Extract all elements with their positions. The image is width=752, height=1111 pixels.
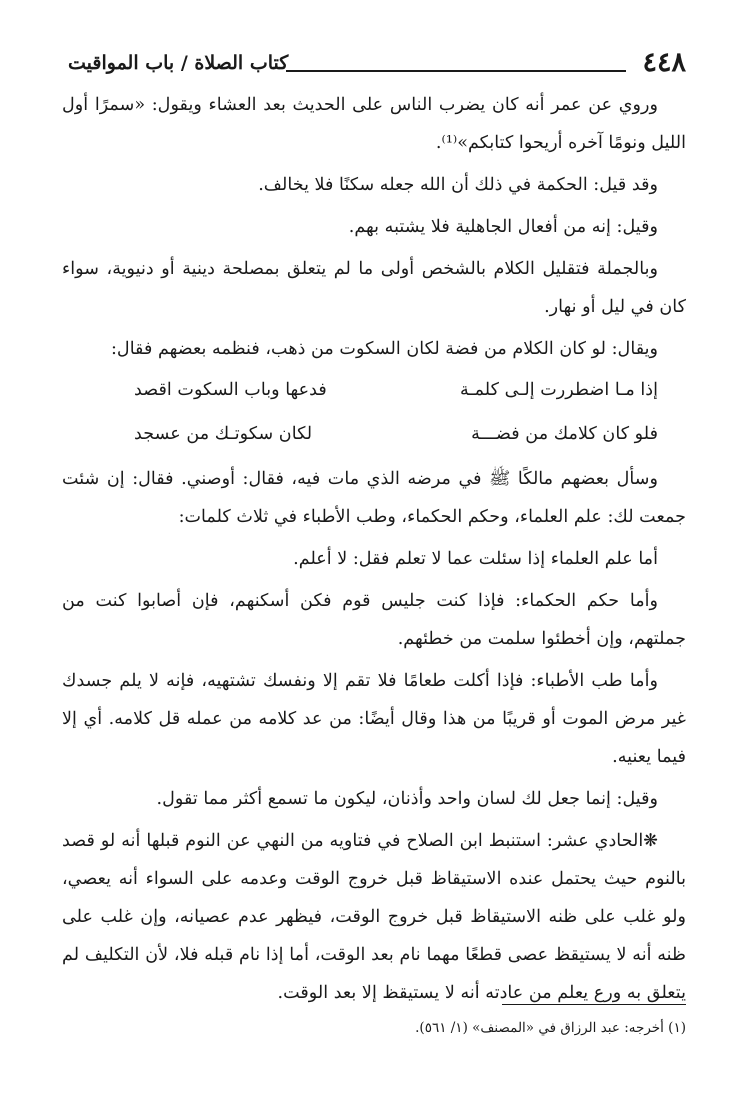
paragraph: وبالجملة فتقليل الكلام بالشخص أولى ما لم يتعلق بمصلحة دينية أو دنيوية، سواء كان في ليل أو نهار. [62, 259, 686, 317]
header-rule [286, 70, 626, 72]
paragraph: وسأل بعضهم مالكًا ﷺ في مرضه الذي مات فيه، فقال: أوصني. فقال: إن شئت جمعت لك: علم العلماء، وحكم الحكماء، وطب الأطباء في ثلاث كلمات: [62, 469, 686, 527]
paragraph: وقيل: إنه من أفعال الجاهلية فلا يشتبه بهم. [348, 217, 658, 237]
verse-hemistich-first: فلو كان كلامك من فضـــة [471, 424, 658, 444]
verse-line [62, 372, 686, 408]
paragraph: وأما طب الأطباء: فإذا أكلت طعامًا فلا تقم إلا ونفسك تشتهيه، فإنه لا يلم جسدك غير مرض الموت أو قريبًا من هذا وقال أيضًا: من عد كلامه من عمله قل كلامه. أي إلا فيما يعنيه. [62, 671, 686, 767]
paragraph: وقد قيل: الحكمة في ذلك أن الله جعله سكنًا فلا يخالف. [258, 175, 658, 195]
verse-hemistich-first: إذا مـا اضطررت إلـى كلمـة [460, 380, 658, 400]
paragraph: ويقال: لو كان الكلام من فضة لكان السكوت من ذهب، فنظمه بعضهم فقال: [110, 339, 658, 359]
main-text [62, 86, 686, 1016]
paragraph: أما علم العلماء إذا سئلت عما لا تعلم فقل: لا أعلم. [293, 549, 658, 569]
paragraph: وروي عن عمر أنه كان يضرب الناس على الحديث بعد العشاء ويقول: «سمرًا أول الليل ونومًا آخره أريحوا كتابكم»⁽¹⁾. [62, 95, 686, 153]
paragraph: وقيل: إنما جعل لك لسان واحد وأذنان، ليكون ما تسمع أكثر مما تقول. [156, 789, 658, 809]
paragraph: ❋الحادي عشر: استنبط ابن الصلاح في فتاويه من النهي عن النوم قبلها أنه لو قصد بالنوم حيث يحتمل عنده الاستيقاظ قبل خروج الوقت وعدمه على السواء أنه يعصي، ولو غلب على ظنه الاستيقاظ قبل خروج الوقت، فيظهر عدم عصيانه، وإن غلب على ظنه أنه لا يستيقظ عصى قطعًا مهما نام بعد الوقت، أما إذا نام قبله فلا، لأن التكليف لم يتعلق به ورع يعلم من عادته أنه لا يستيقظ إلا بعد الوقت. [62, 831, 686, 1003]
verse-hemistich-second: فدعها وباب السكوت اقصد [134, 380, 327, 400]
verse-line [62, 416, 686, 452]
verse-hemistich-second: لكان سكوتـك من عسجد [134, 424, 313, 444]
footnote: (١) أخرجه: عبد الرزاق في «المصنف» (١/ ٥٦١). [415, 1020, 686, 1036]
page-number: ٤٤٨ [642, 47, 686, 78]
page-header [68, 46, 686, 80]
running-title: كتاب الصلاة / باب المواقيت [68, 52, 289, 74]
paragraph: وأما حكم الحكماء: فإذا كنت جليس قوم فكن أسكنهم، فإن أصابوا كنت من جملتهم، وإن أخطئوا سلمت من خطئهم. [62, 591, 686, 649]
footnote-rule [502, 1004, 686, 1005]
